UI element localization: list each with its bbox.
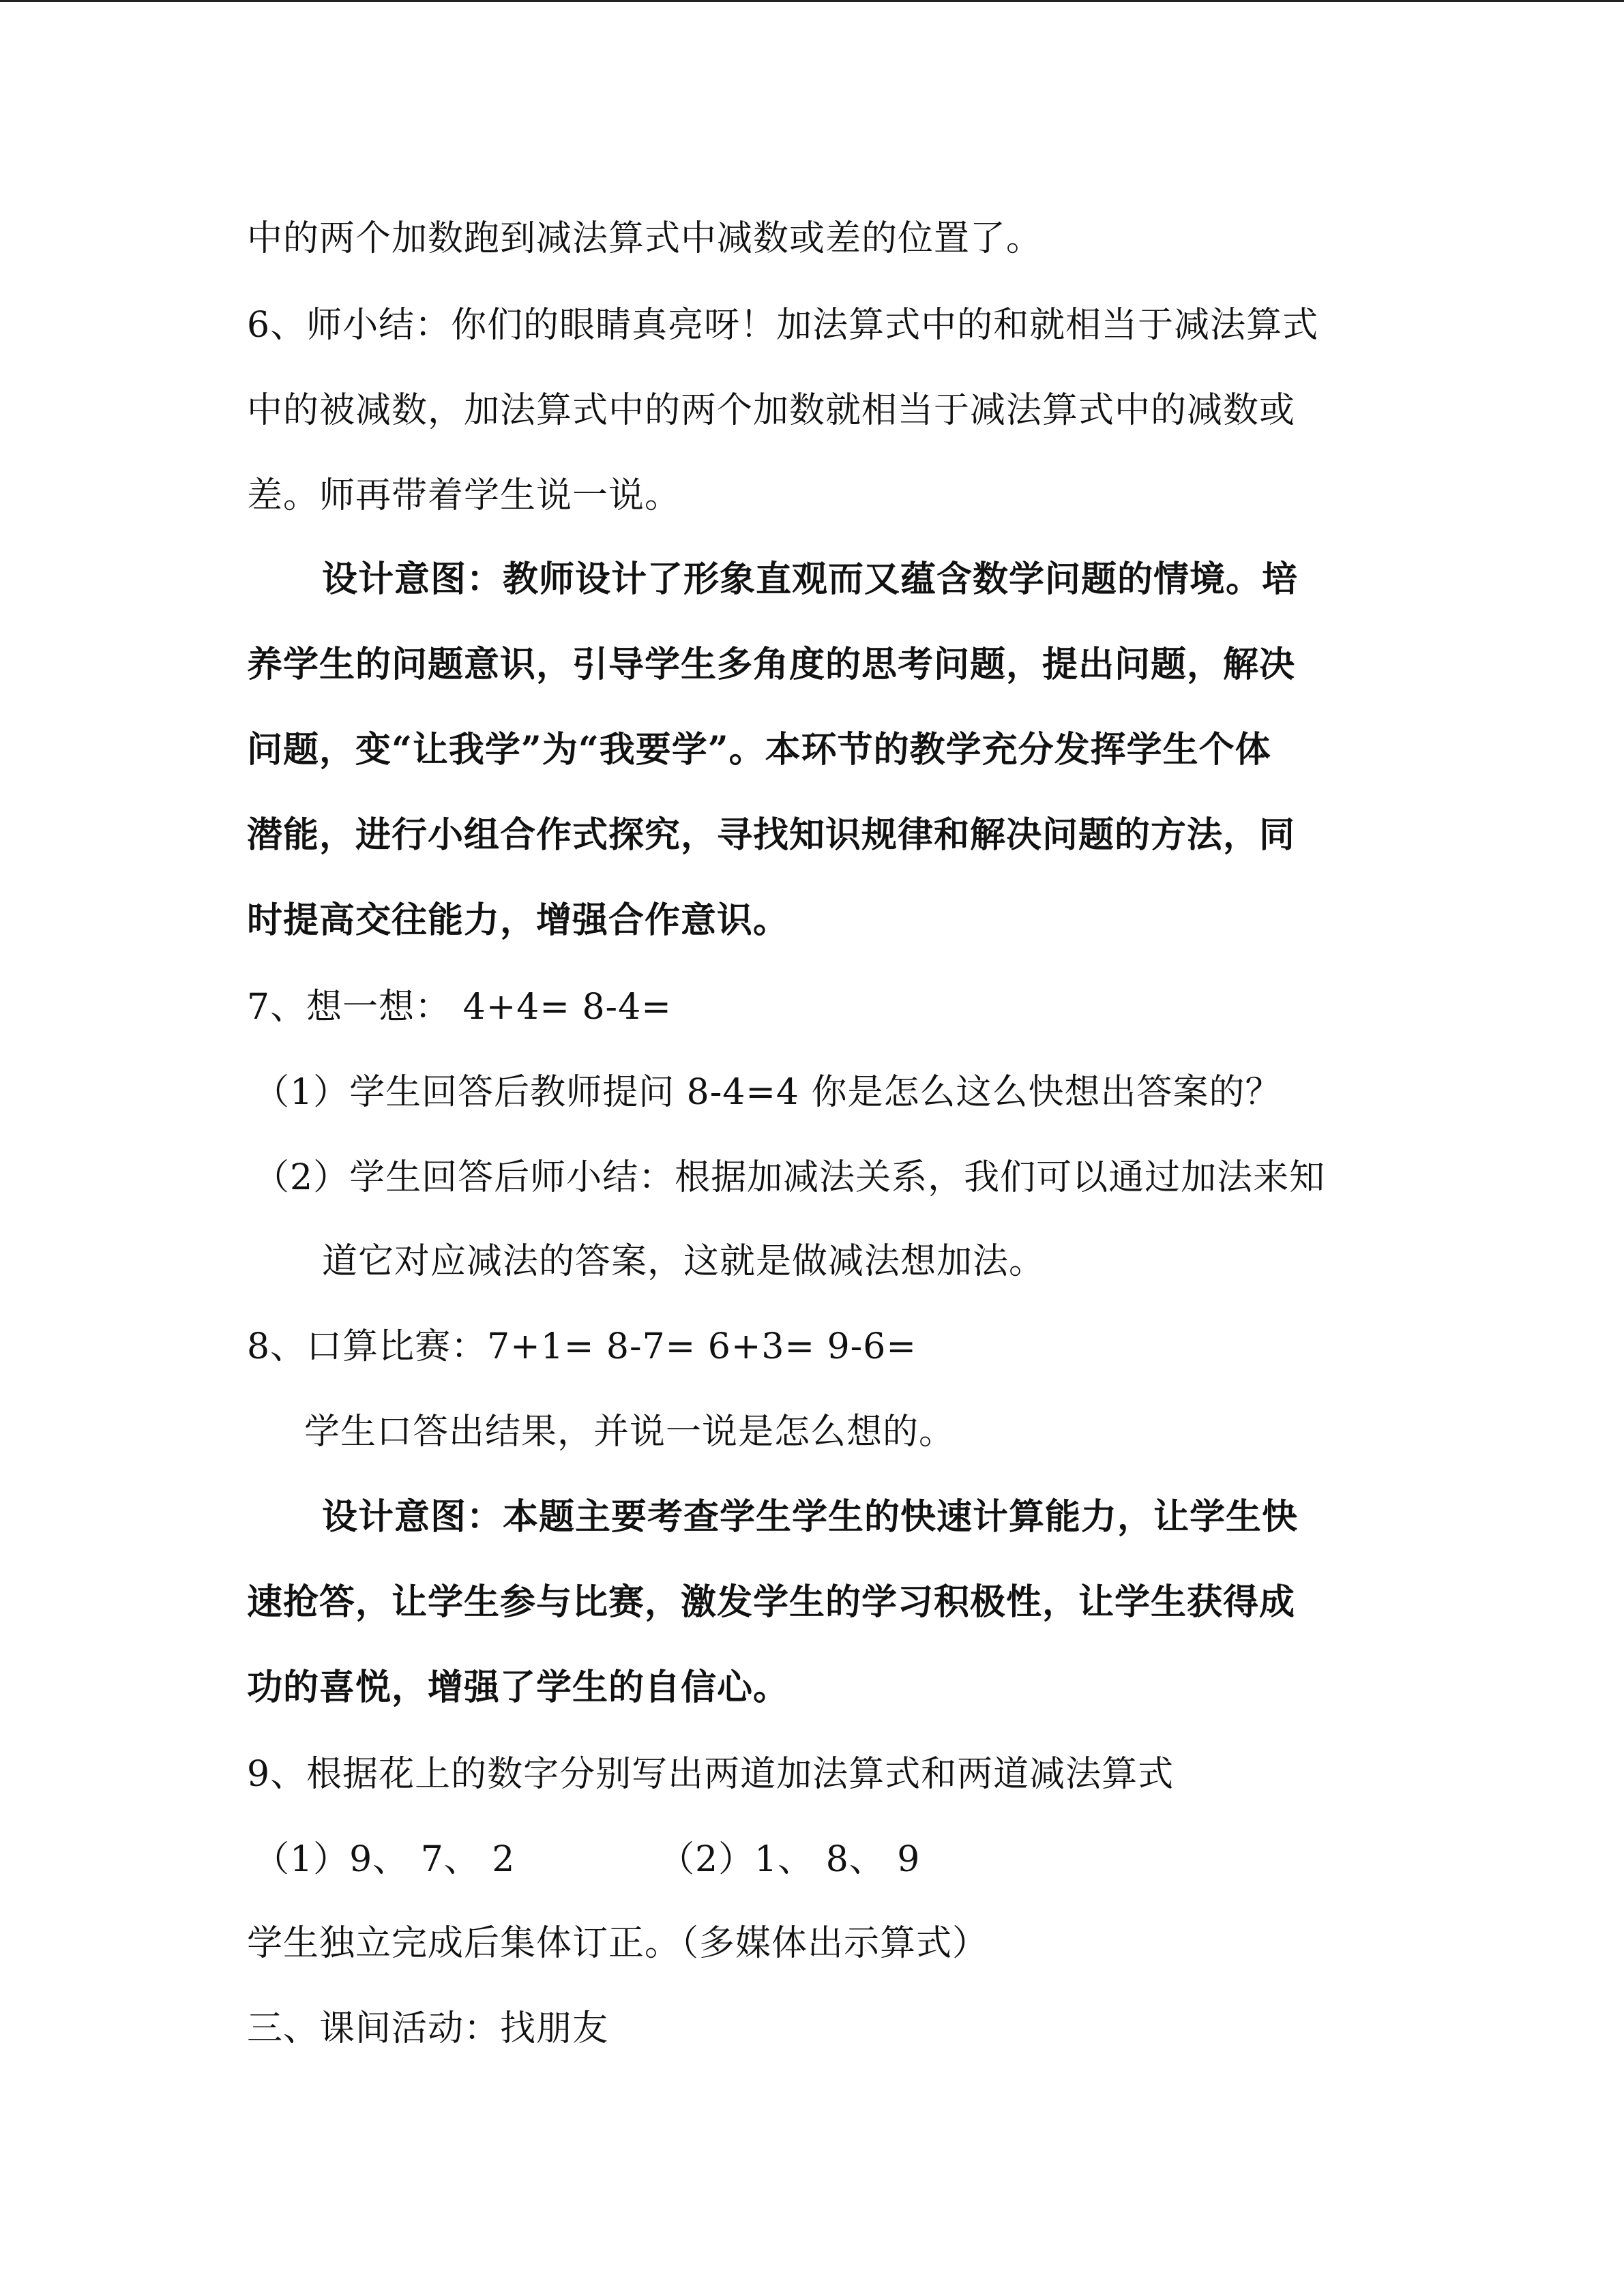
design-intent-line: 养学生的问题意识，引导学生多角度的思考问题，提出问题，解决: [247, 644, 1296, 685]
design-intent-line: 功的喜悦，增强了学生的自信心。: [247, 1667, 790, 1708]
number-group-1: （1）9、 7、 2: [254, 1839, 516, 1880]
paragraph-line: 学生口答出结果，并说一说是怎么想的。: [304, 1412, 956, 1452]
paragraph-line: 中的两个加数跑到减法算式中减数或差的位置了。: [247, 218, 1043, 259]
paragraph-line: 学生独立完成后集体订正。（多媒体出示算式）: [247, 1923, 989, 1964]
design-intent-line: 速抢答，让学生参与比赛，激发学生的学习积极性，让学生获得成: [247, 1581, 1296, 1623]
design-intent-heading-line: 设计意图：教师设计了形象直观而又蕴含数学问题的情境。培: [322, 558, 1299, 600]
design-intent-line: 问题，变“让我学”为“我要学”。本环节的教学充分发挥学生个体: [247, 729, 1271, 771]
step-7-line: 7、想一想： 4+4= 8-4=: [247, 987, 672, 1028]
step-9-line: 9、根据花上的数字分别写出两道加法算式和两道减法算式: [247, 1754, 1175, 1795]
design-intent-heading-line: 设计意图：本题主要考查学生学生的快速计算能力，让学生快: [322, 1496, 1299, 1538]
paragraph-line: 道它对应减法的答案，这就是做减法想加法。: [322, 1241, 1046, 1282]
paragraph-line: 中的被减数，加法算式中的两个加数就相当于减法算式中的减数或: [247, 390, 1296, 431]
design-intent-line: 时提高交往能力，增强合作意识。: [247, 899, 790, 941]
step-8-line: 8、口算比赛：7+1= 8-7= 6+3= 9-6=: [247, 1326, 917, 1367]
step-6-summary-line: 6、师小结：你们的眼睛真亮呀！加法算式中的和就相当于减法算式: [247, 305, 1319, 346]
section-3-heading: 三、课间活动：找朋友: [247, 2008, 609, 2049]
sub-item-1-line: （1）学生回答后教师提问 8-4=4 你是怎么这么快想出答案的？: [254, 1072, 1282, 1113]
number-group-2: （2）1、 8、 9: [659, 1839, 921, 1880]
sub-item-2-line: （2）学生回答后师小结：根据加减法关系，我们可以通过加法来知: [254, 1157, 1326, 1198]
paragraph-line: 差。师再带着学生说一说。: [247, 475, 681, 516]
design-intent-line: 潜能，进行小组合作式探究，寻找知识规律和解决问题的方法，同: [247, 814, 1296, 856]
